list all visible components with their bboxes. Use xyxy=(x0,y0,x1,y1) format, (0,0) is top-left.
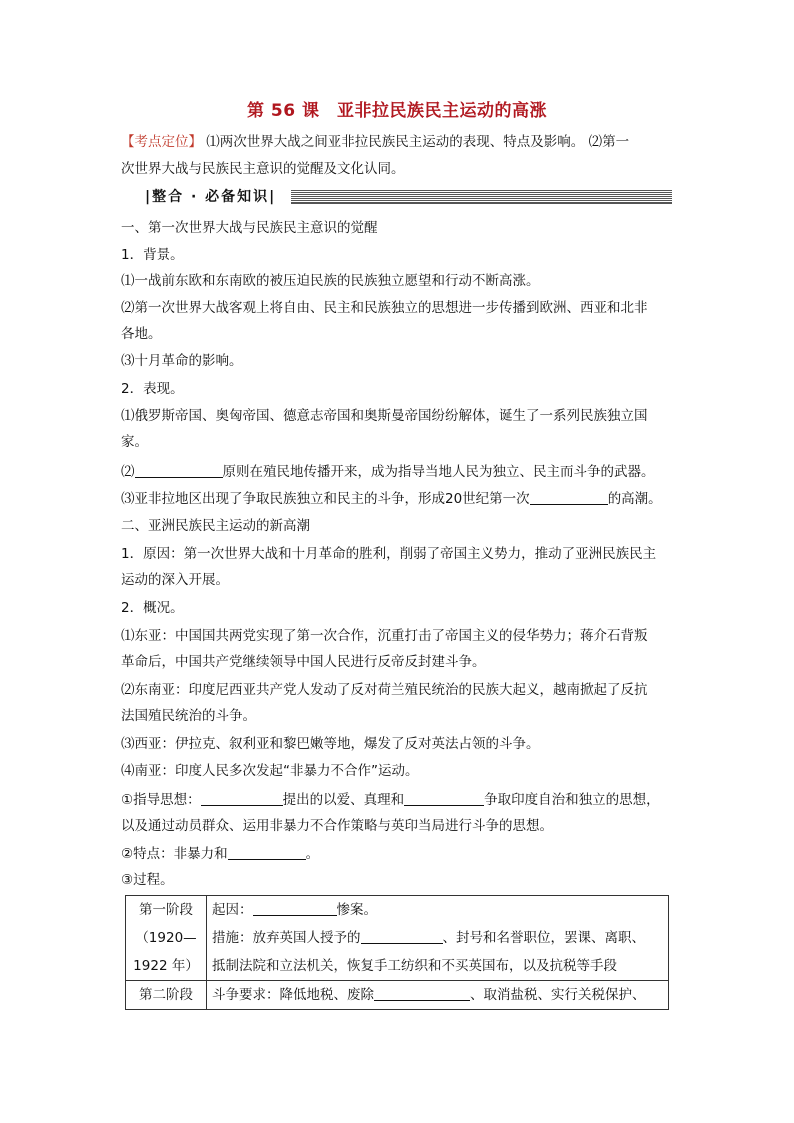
text-line: 以及通过动员群众、运用非暴力不合作策略与英印当局进行斗争的思想。 xyxy=(121,818,553,834)
section-header-bar xyxy=(145,187,672,207)
text-span: 提出的以爱、真理和 xyxy=(282,792,405,808)
fill-blank[interactable] xyxy=(253,901,337,916)
detail-cell xyxy=(207,981,669,1010)
text-line: ⑴东亚：中国国共两党实现了第一次合作，沉重打击了帝国主义的侵华势力；蒋介石背叛 xyxy=(121,628,648,644)
section-header-label: |整合 · 必备知识| xyxy=(145,189,277,205)
table-row xyxy=(126,896,669,981)
text-span: ①指导思想： xyxy=(121,792,201,808)
measure-line xyxy=(207,924,668,952)
text-span: 斗争要求：降低地税、废除 xyxy=(212,987,374,1003)
text-line: 革命后，中国共产党继续领导中国人民进行反帝反封建斗争。 xyxy=(121,654,486,670)
text-line: 1．背景。 xyxy=(121,247,184,263)
process-table xyxy=(125,895,669,1010)
lesson-title: 第 56 课 亚非拉民族民主运动的高涨 xyxy=(247,101,547,121)
text-span: 、取消盐税、实行关税保护、 xyxy=(470,987,646,1003)
text-line: ⑶十月革命的影响。 xyxy=(121,353,243,369)
fill-blank[interactable] xyxy=(228,845,306,860)
measure-line-2: 抵制法院和立法机关，恢复手工纺织和不买英国布，以及抗税等手段 xyxy=(212,958,617,974)
text-line: 1．原因：第一次世界大战和十月革命的胜利，削弱了帝国主义势力，推动了亚洲民族民主 xyxy=(121,546,657,562)
text-line: 2．表现。 xyxy=(121,381,184,397)
text-line: ⑴俄罗斯帝国、奥匈帝国、德意志帝国和奥斯曼帝国纷纷解体，诞生了一系列民族独立国 xyxy=(121,408,648,424)
heading-1: 一、第一次世界大战与民族民主意识的觉醒 xyxy=(121,220,378,236)
text-span: 的高潮。 xyxy=(607,491,662,507)
fill-blank[interactable] xyxy=(361,929,443,944)
text-line: ⑶西亚：伊拉克、叙利亚和黎巴嫩等地，爆发了反对英法占领的斗争。 xyxy=(121,736,540,752)
text-line: 各地。 xyxy=(121,326,162,342)
kaodian-line-1 xyxy=(121,132,629,152)
stage-years-end: 1922 年） xyxy=(133,958,199,974)
text-span: 起因： xyxy=(212,902,253,918)
text-line: ⑵东南亚：印度尼西亚共产党人发动了反对荷兰殖民统治的民族大起义，越南掀起了反抗 xyxy=(121,682,648,698)
text-line: 家。 xyxy=(121,434,148,450)
kaodian-label: 【考点定位】 xyxy=(121,134,202,150)
fill-blank[interactable] xyxy=(530,490,608,505)
text-span: 、封号和名誉职位，罢课、离职、 xyxy=(442,930,645,946)
fill-line xyxy=(121,462,655,482)
demand-line xyxy=(207,981,668,1009)
fill-blank[interactable] xyxy=(135,463,223,478)
stage-cell xyxy=(126,981,207,1010)
text-line: ⑴一战前东欧和东南欧的被压迫民族的民族独立愿望和行动不断高涨。 xyxy=(121,273,540,289)
fill-blank[interactable] xyxy=(201,791,283,806)
stage-label: 第二阶段 xyxy=(139,987,193,1003)
stage-years-start: （1920— xyxy=(135,930,197,946)
text-span: ⑶亚非拉地区出现了争取民族独立和民主的斗争，形成20世纪第一次 xyxy=(121,491,530,507)
kaodian-text-1: ⑴两次世界大战之间亚非拉民族民主运动的表现、特点及影响。 ⑵第一 xyxy=(202,134,630,150)
text-line: ③过程。 xyxy=(121,872,174,888)
text-line: ⑷南亚：印度人民多次发起“非暴力不合作”运动。 xyxy=(121,763,419,779)
fill-line xyxy=(121,844,319,864)
stage-cell xyxy=(126,896,207,981)
text-line: 运动的深入开展。 xyxy=(121,572,229,588)
detail-cell xyxy=(207,896,669,981)
text-line: ⑵第一次世界大战客观上将自由、民主和民族独立的思想进一步传播到欧洲、西亚和北非 xyxy=(121,300,648,316)
cause-line xyxy=(207,896,668,924)
section-header-stripe xyxy=(291,190,672,204)
text-span: ②特点：非暴力和 xyxy=(121,846,228,862)
text-span: ⑵ xyxy=(121,464,135,480)
heading-2: 二、亚洲民族民主运动的新高潮 xyxy=(121,518,310,534)
text-span: 原则在殖民地传播开来，成为指导当地人民为独立、民主而斗争的武器。 xyxy=(222,464,655,480)
fill-blank[interactable] xyxy=(404,791,484,806)
stage-label: 第一阶段 xyxy=(139,902,193,918)
fill-line xyxy=(121,489,662,509)
text-span: 惨案。 xyxy=(336,902,377,918)
kaodian-line-2: 次世界大战与民族民主意识的觉醒及文化认同。 xyxy=(121,161,405,177)
text-span: 。 xyxy=(305,846,320,862)
text-span: 争取印度自治和独立的思想， xyxy=(484,792,660,808)
fill-line xyxy=(121,790,660,810)
text-line: 2．概况。 xyxy=(121,600,184,616)
table-row xyxy=(126,981,669,1010)
text-line: 法国殖民统治的斗争。 xyxy=(121,708,256,724)
fill-blank[interactable] xyxy=(374,986,470,1001)
text-span: 措施：放弃英国人授予的 xyxy=(212,930,361,946)
